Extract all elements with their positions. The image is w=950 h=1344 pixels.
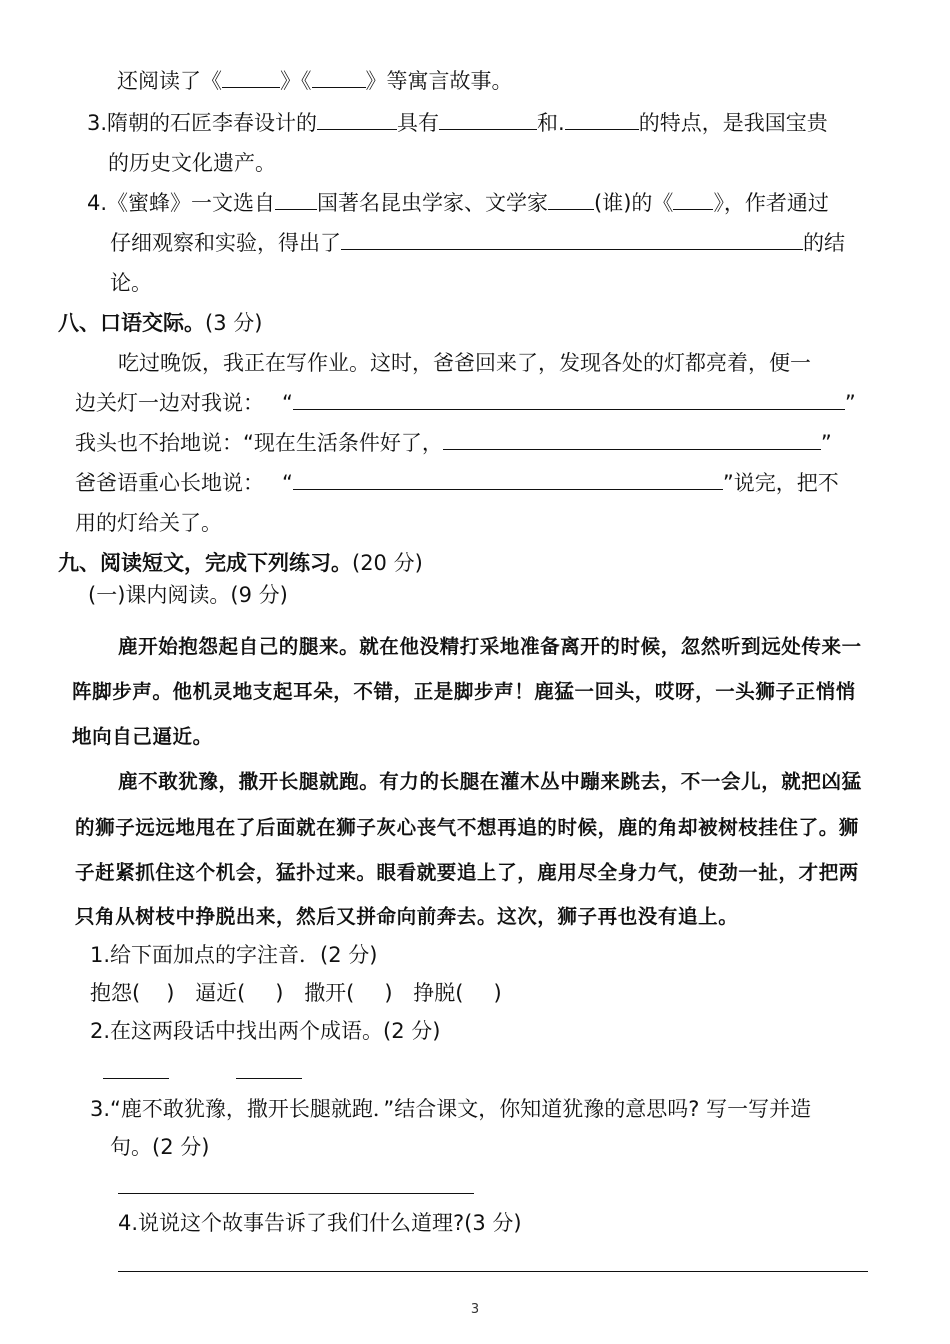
- passage-line: 鹿开始抱怨起自己的腿来。就在他没精打采地准备离开的时候，忽然听到远处传来一: [118, 635, 862, 658]
- dialogue-line-3: 我头也不抬地说：“现在生活条件好了， ”: [75, 431, 832, 455]
- question-3-line-2: 的历史文化遗产。: [108, 151, 276, 175]
- sub-heading-in-class-reading: (一)课内阅读。(9 分): [88, 583, 288, 607]
- question-4: 4.说说这个故事告诉了我们什么道理?(3 分): [118, 1211, 522, 1235]
- question-2: 2.在这两段话中找出两个成语。(2 分): [90, 1019, 441, 1043]
- dialogue-line-4: 爸爸语重心长地说： “ ”说完，把不: [75, 471, 839, 495]
- passage-line: 子赶紧抓住这个机会，猛扑过来。眼看就要追上了，鹿用尽全身力气，使劲一扯，才把两: [75, 861, 859, 884]
- question-4-line-2: 仔细观察和实验，得出了 的结: [110, 231, 845, 255]
- idiom-answer-line[interactable]: [236, 1078, 302, 1079]
- dialogue-line-2: 边关灯一边对我说： “ ”: [75, 391, 856, 415]
- answer-blank[interactable]: [275, 189, 317, 210]
- sentence-answer-line[interactable]: [118, 1193, 474, 1194]
- passage-line: 地向自己逼近。: [72, 725, 213, 748]
- question-4-line: 4.《蜜蜂》一文选自 国著名昆虫学家、文学家 (谁)的《 》，作者通过: [87, 191, 829, 215]
- question-3-line: 3.隋朝的石匠李春设计的 具有 和. 的特点，是我国宝贵: [87, 111, 828, 135]
- answer-blank[interactable]: [548, 189, 594, 210]
- passage-line: 阵脚步声。他机灵地支起耳朵，不错，正是脚步声！鹿猛一回头，哎呀，一头狮子正悄悄: [72, 680, 856, 703]
- section-8-heading: 八、口语交际。(3 分): [58, 311, 263, 335]
- answer-blank[interactable]: [293, 469, 723, 490]
- answer-blank[interactable]: [317, 109, 397, 130]
- dialogue-line-5: 用的灯给关了。: [75, 511, 222, 535]
- answer-blank[interactable]: [673, 189, 713, 210]
- answer-blank[interactable]: [439, 109, 537, 130]
- answer-blank[interactable]: [312, 67, 366, 88]
- q2-continuation-line: 还阅读了《 》《 》等寓言故事。: [117, 69, 513, 93]
- question-3-line-2: 句。(2 分): [110, 1135, 210, 1159]
- question-3: 3.“鹿不敢犹豫，撒开长腿就跑．”结合课文，你知道犹豫的意思吗? 写一写并造: [90, 1097, 812, 1121]
- answer-blank[interactable]: [565, 109, 639, 130]
- passage-line: 只角从树枝中挣脱出来，然后又拼命向前奔去。这次，狮子再也没有追上。: [75, 905, 739, 928]
- answer-blank[interactable]: [443, 429, 821, 450]
- lesson-answer-line[interactable]: [118, 1271, 868, 1272]
- question-1: 1.给下面加点的字注音．(2 分): [90, 943, 378, 967]
- question-4-line-3: 论。: [110, 271, 152, 295]
- idiom-answer-line[interactable]: [103, 1078, 169, 1079]
- section-9-heading: 九、阅读短文，完成下列练习。(20 分): [58, 551, 423, 575]
- page-number: 3: [470, 1302, 480, 1317]
- answer-blank[interactable]: [341, 229, 803, 250]
- answer-blank[interactable]: [293, 389, 845, 410]
- pinyin-row: 抱怨( ) 逼近( ) 撒开( ) 挣脱( ): [90, 981, 502, 1005]
- dialogue-para-1: 吃过晚饭，我正在写作业。这时，爸爸回来了，发现各处的灯都亮着，便一: [118, 351, 811, 375]
- passage-line: 的狮子远远地甩在了后面就在狮子灰心丧气不想再追的时候，鹿的角却被树枝挂住了。狮: [75, 816, 859, 839]
- answer-blank[interactable]: [222, 67, 280, 88]
- passage-line: 鹿不敢犹豫，撒开长腿就跑。有力的长腿在灌木丛中蹦来跳去，不一会儿，就把凶猛: [118, 770, 862, 793]
